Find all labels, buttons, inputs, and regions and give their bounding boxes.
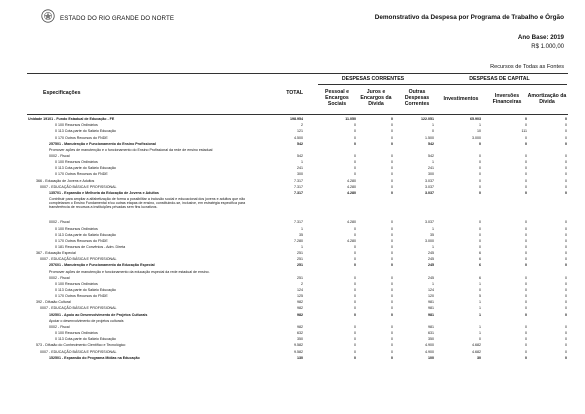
cell-investments: 0 (479, 232, 481, 237)
cell-personnel: 0 (354, 300, 356, 305)
cell-personnel: 4.280 (347, 190, 356, 195)
cell-other-current: 350 (428, 337, 434, 342)
cell-other-current: 981 (428, 300, 434, 305)
row-label: 0002 - Fiscal (49, 153, 70, 158)
row-label: 0 113 Cota-parte do Salário Educação (55, 232, 116, 237)
cell-personnel: 4.280 (347, 184, 356, 189)
cell-debt-amortization: 0 (565, 172, 567, 177)
cell-investments: 6 (479, 251, 481, 256)
cell-financial-inversions: 0 (525, 306, 527, 311)
cell-financial-inversions: 0 (525, 238, 527, 243)
cell-investments: 0 (479, 244, 481, 249)
cell-personnel: 0 (354, 172, 356, 177)
cell-interest: 0 (391, 275, 393, 280)
cell-total: 7.280 (294, 238, 303, 243)
cell-interest: 0 (391, 220, 393, 225)
cell-investments: 0 (479, 220, 481, 225)
cell-debt-amortization: 0 (565, 257, 567, 262)
cell-financial-inversions: 0 (525, 349, 527, 354)
cell-other-current: 241 (428, 166, 434, 171)
col-specifications: Especificações (43, 90, 81, 96)
cell-personnel: 0 (354, 306, 356, 311)
cell-financial-inversions: 0 (525, 141, 527, 146)
cell-total: 125 (297, 294, 303, 299)
cell-total: 198.954 (290, 117, 303, 121)
cell-investments: 4.682 (472, 349, 481, 354)
cell-financial-inversions: 0 (525, 294, 527, 299)
cell-debt-amortization: 0 (565, 288, 567, 292)
report-title: Demonstrativo da Despesa por Programa de Trabalho e Órgão (374, 14, 564, 21)
group-capital-expenses: DESPESAS DE CAPITAL (469, 76, 530, 82)
cell-financial-inversions: 0 (525, 324, 527, 329)
cell-investments: 0 (479, 226, 481, 231)
cell-interest: 0 (391, 312, 393, 317)
row-label: 573 - Difusão do Conhecimento Científico e Tecnológico (36, 343, 126, 348)
cell-interest: 0 (391, 160, 393, 165)
cell-total: 350 (297, 337, 303, 342)
cell-debt-amortization: 0 (565, 123, 567, 128)
base-year: Ano Base: 2019 (517, 34, 564, 41)
cell-personnel: 0 (354, 232, 356, 237)
cell-other-current: 124 (428, 288, 434, 292)
cell-financial-inversions: 0 (525, 275, 527, 280)
cell-other-current: 3.000 (425, 238, 434, 243)
row-label: 0 170 Outros Recursos do FNDE (55, 238, 108, 243)
cell-interest: 0 (391, 238, 393, 243)
cell-other-current: 3.037 (425, 190, 434, 195)
cell-financial-inversions: 0 (525, 355, 527, 360)
cell-financial-inversions: 0 (525, 288, 527, 292)
cell-total: 124 (297, 288, 303, 292)
cell-financial-inversions: 0 (525, 300, 527, 305)
row-label: 0 113 Cota-parte do Salário Educação (55, 288, 116, 292)
row-label: 135701 - Expansão e Melhoria da Educação de Jovens e Adultos (49, 190, 159, 195)
cell-financial-inversions: 0 (525, 172, 527, 177)
cell-total: 7.317 (294, 178, 303, 183)
cell-debt-amortization: 0 (565, 141, 567, 146)
cell-personnel: 0 (354, 257, 356, 262)
row-label: 0 100 Recursos Ordinários (55, 281, 98, 286)
cell-other-current: 122.051 (421, 117, 434, 121)
row-label: 0 170 Outros Recursos do FNDE (55, 172, 108, 177)
row-label: 0 100 Recursos Ordinários (55, 331, 98, 335)
cell-investments: 1 (479, 300, 481, 305)
cell-interest: 0 (391, 135, 393, 140)
cell-personnel: 0 (354, 166, 356, 171)
cell-investments: 0 (479, 160, 481, 165)
cell-other-current: 981 (428, 324, 434, 329)
row-description: Apoiar o desenvolvimento de projetos culturais (49, 318, 124, 323)
cell-investments: 0 (479, 184, 481, 189)
cell-investments: 1 (479, 324, 481, 329)
cell-other-current: 981 (428, 312, 434, 317)
cell-other-current: 100 (428, 355, 434, 360)
row-label: 0 113 Cota-parte do Salário Educação (55, 129, 116, 134)
cell-personnel: 4.280 (347, 220, 356, 225)
cell-other-current: 3.037 (425, 220, 434, 225)
cell-personnel: 0 (354, 160, 356, 165)
cell-total: 251 (297, 251, 303, 256)
cell-debt-amortization: 0 (565, 343, 567, 348)
cell-investments: 4.682 (472, 343, 481, 348)
cell-interest: 0 (391, 123, 393, 128)
cell-investments: 1 (479, 306, 481, 311)
cell-financial-inversions: 0 (525, 257, 527, 262)
col-other-current: Outras Despesas Correntes (404, 89, 430, 107)
row-label: 392 - Difusão Cultural (36, 300, 71, 305)
cell-personnel: 0 (354, 288, 356, 292)
cell-personnel: 0 (354, 135, 356, 140)
row-description: Promover ações de manutenção e o funcionamento do Ensino Profissional da rede de ensino estadual (49, 147, 213, 152)
cell-financial-inversions: 0 (525, 251, 527, 256)
cell-other-current: 3.037 (425, 184, 434, 189)
cell-investments: 6 (479, 275, 481, 280)
row-label: 0 170 Outros Recursos do FNDE (55, 135, 108, 140)
col-financial-inversions: Inversões Financeiras (492, 93, 522, 105)
cell-investments: 0 (479, 141, 481, 146)
cell-debt-amortization: 0 (565, 251, 567, 256)
cell-debt-amortization: 0 (565, 355, 567, 360)
cell-interest: 0 (391, 153, 393, 158)
cell-personnel: 0 (354, 123, 356, 128)
cell-investments: 30 (477, 355, 481, 360)
cell-interest: 0 (391, 324, 393, 329)
cell-debt-amortization: 0 (565, 312, 567, 317)
row-label: 0 100 Recursos Ordinários (55, 123, 98, 128)
row-label: 367 - Educação Especial (36, 251, 76, 256)
cell-debt-amortization: 0 (565, 349, 567, 354)
cell-personnel: 0 (354, 141, 356, 146)
cell-personnel: 0 (354, 129, 356, 134)
cell-financial-inversions: 0 (525, 153, 527, 158)
cell-total: 1 (301, 244, 303, 249)
cell-debt-amortization: 0 (565, 331, 567, 335)
cell-investments: 6 (479, 263, 481, 268)
cell-financial-inversions: 0 (525, 184, 527, 189)
cell-personnel: 0 (354, 324, 356, 329)
cell-total: 251 (297, 263, 303, 268)
cell-personnel: 4.280 (347, 178, 356, 183)
cell-total: 300 (297, 172, 303, 177)
row-label: 0 181 Recursos de Convênios - Adm. Direta (55, 244, 126, 249)
cell-investments: 6 (479, 257, 481, 262)
cell-total: 1 (301, 226, 303, 231)
cell-investments: 0 (479, 166, 481, 171)
cell-total: 1 (301, 160, 303, 165)
cell-interest: 0 (391, 141, 393, 146)
cell-investments: 0 (479, 337, 481, 342)
row-label: 0007 - EDUCAÇÃO BÁSICA E PROFISSIONAL (40, 257, 117, 262)
cell-other-current: 1 (432, 226, 434, 231)
cell-total: 632 (297, 331, 303, 335)
cell-debt-amortization: 0 (565, 275, 567, 280)
row-label: 0002 - Fiscal (49, 324, 70, 329)
cell-total: 130 (297, 355, 303, 360)
row-label: 0007 - EDUCAÇÃO BÁSICA E PROFISSIONAL (40, 306, 117, 311)
cell-investments: 0 (479, 178, 481, 183)
cell-investments: 1 (479, 331, 481, 335)
cell-investments: 10 (477, 129, 481, 134)
cell-other-current: 542 (428, 141, 434, 146)
cell-financial-inversions: 0 (525, 135, 527, 140)
cell-debt-amortization: 0 (565, 184, 567, 189)
cell-personnel: 0 (354, 153, 356, 158)
row-description: Contribuir para ampliar a alfabetização de forma a possibilitar a inclusão social e educacional dos jovens e adultos que não completaram o Ensino Fundamental e/ou outras etapas de ensino, constituindo-se, inclusive, em estratégia específica para transferência de recursos a instituições privadas sem fins lucrativos. (49, 197, 246, 210)
col-total: TOTAL (286, 90, 303, 96)
cell-total: 2 (301, 281, 303, 286)
cell-other-current: 1 (432, 244, 434, 249)
cell-personnel: 0 (354, 251, 356, 256)
resource-filter: Recursos de Todas as Fontes (490, 64, 564, 70)
row-label: 257601 - Manutenção e Funcionamento da Educação Especial (49, 263, 155, 268)
cell-financial-inversions: 0 (525, 166, 527, 171)
cell-personnel: 0 (354, 343, 356, 348)
cell-debt-amortization: 0 (565, 117, 567, 121)
cell-financial-inversions: 0 (525, 220, 527, 225)
row-label: Unidade 19101 - Fundo Estadual de Educação - FE (28, 117, 115, 121)
row-label: 0 100 Recursos Ordinários (55, 160, 98, 165)
cell-interest: 0 (391, 343, 393, 348)
cell-other-current: 1 (432, 160, 434, 165)
cell-personnel: 0 (354, 349, 356, 354)
cell-other-current: 631 (428, 331, 434, 335)
cell-investments: 5 (479, 294, 481, 299)
cell-interest: 0 (391, 251, 393, 256)
col-personnel: Pessoal e Encargos Sociais (325, 89, 349, 107)
cell-total: 251 (297, 275, 303, 280)
cell-total: 251 (297, 257, 303, 262)
cell-other-current: 1.500 (425, 135, 434, 140)
cell-total: 241 (297, 166, 303, 171)
cell-personnel: 0 (354, 244, 356, 249)
row-label: 152501 - Expansão do Programa Mídias na Educação (49, 355, 140, 360)
cell-total: 7.317 (294, 220, 303, 225)
cell-personnel: 0 (354, 337, 356, 342)
cell-financial-inversions: 0 (525, 263, 527, 268)
col-investments: Investimentos (443, 96, 479, 102)
cell-total: 982 (297, 306, 303, 311)
cell-financial-inversions: 0 (525, 232, 527, 237)
cell-interest: 0 (391, 232, 393, 237)
cell-debt-amortization: 0 (565, 281, 567, 286)
cell-financial-inversions: 0 (525, 123, 527, 128)
cell-financial-inversions: 0 (525, 331, 527, 335)
group-current-expenses: DESPESAS CORRENTES (341, 76, 405, 82)
cell-debt-amortization: 0 (565, 337, 567, 342)
cell-debt-amortization: 0 (565, 306, 567, 311)
cell-personnel: 0 (354, 312, 356, 317)
cell-personnel: 4.280 (347, 238, 356, 243)
row-label: 0 113 Cota-parte do Salário Educação (55, 337, 116, 342)
cell-personnel: 0 (354, 281, 356, 286)
cell-debt-amortization: 0 (565, 294, 567, 299)
cell-other-current: 542 (428, 153, 434, 158)
cell-interest: 0 (391, 306, 393, 311)
cell-debt-amortization: 0 (565, 190, 567, 195)
cell-investments: 3.000 (472, 135, 481, 140)
cell-other-current: 0 (432, 129, 434, 134)
row-label: 0002 - Fiscal (49, 275, 70, 280)
cell-interest: 0 (391, 166, 393, 171)
cell-other-current: 981 (428, 306, 434, 311)
cell-financial-inversions: 0 (525, 117, 527, 121)
row-label: 0002 - Fiscal (49, 220, 70, 225)
cell-interest: 0 (391, 288, 393, 292)
cell-personnel: 11.050 (345, 117, 356, 121)
cell-other-current: 4.900 (425, 349, 434, 354)
cell-interest: 0 (391, 337, 393, 342)
cell-investments: 0 (479, 153, 481, 158)
cell-debt-amortization: 0 (565, 153, 567, 158)
cell-debt-amortization: 0 (565, 178, 567, 183)
cell-total: 982 (297, 324, 303, 329)
cell-debt-amortization: 0 (565, 244, 567, 249)
cell-financial-inversions: 0 (525, 343, 527, 348)
cell-other-current: 4.900 (425, 343, 434, 348)
cell-interest: 0 (391, 281, 393, 286)
cell-interest: 0 (391, 355, 393, 360)
cell-interest: 0 (391, 263, 393, 268)
cell-total: 35 (299, 232, 303, 237)
cell-other-current: 245 (428, 257, 434, 262)
cell-financial-inversions: 0 (525, 281, 527, 286)
cell-debt-amortization: 0 (565, 166, 567, 171)
cell-interest: 0 (391, 172, 393, 177)
cell-total: 982 (297, 300, 303, 305)
cell-total: 542 (297, 141, 303, 146)
currency-unit: R$ 1.000,00 (531, 44, 564, 50)
row-label: 366 - Educação de Jovens e Adultos (36, 178, 95, 183)
col-debt-amortization: Amortização da Dívida (527, 93, 567, 105)
cell-interest: 0 (391, 117, 393, 121)
cell-investments: 1 (479, 312, 481, 317)
cell-other-current: 300 (428, 172, 434, 177)
cell-financial-inversions: 0 (525, 312, 527, 317)
cell-investments: 0 (479, 238, 481, 243)
row-label: 257501 - Manutenção e Funcionamento do Ensino Profissional (49, 141, 156, 146)
cell-interest: 0 (391, 244, 393, 249)
row-description: Promover ações de manutenção e funcionamento da educação especial da rede estadual de ensino. (49, 269, 210, 274)
cell-financial-inversions: 0 (525, 226, 527, 231)
cell-debt-amortization: 0 (565, 135, 567, 140)
cell-personnel: 0 (354, 331, 356, 335)
cell-total: 9.582 (294, 349, 303, 354)
cell-other-current: 1 (432, 123, 434, 128)
cell-debt-amortization: 0 (565, 160, 567, 165)
cell-financial-inversions: 0 (525, 337, 527, 342)
cell-interest: 0 (391, 178, 393, 183)
cell-investments: 0 (479, 172, 481, 177)
cell-personnel: 0 (354, 294, 356, 299)
cell-total: 7.317 (294, 190, 303, 195)
cell-other-current: 3.037 (425, 178, 434, 183)
cell-investments: 65.903 (470, 117, 481, 121)
cell-investments: 0 (479, 288, 481, 292)
cell-interest: 0 (391, 331, 393, 335)
cell-financial-inversions: 0 (525, 190, 527, 195)
cell-debt-amortization: 0 (565, 300, 567, 305)
cell-personnel: 0 (354, 275, 356, 280)
cell-interest: 0 (391, 129, 393, 134)
cell-debt-amortization: 0 (565, 129, 567, 134)
cell-other-current: 245 (428, 275, 434, 280)
cell-investments: 1 (479, 281, 481, 286)
cell-other-current: 245 (428, 251, 434, 256)
state-name: ESTADO DO RIO GRANDE DO NORTE (60, 15, 175, 22)
cell-debt-amortization: 0 (565, 263, 567, 268)
cell-interest: 0 (391, 300, 393, 305)
cell-personnel: 0 (354, 355, 356, 360)
cell-total: 7.317 (294, 184, 303, 189)
row-label: 0 113 Cota-parte do Salário Educação (55, 166, 116, 171)
cell-debt-amortization: 0 (565, 232, 567, 237)
cell-debt-amortization: 0 (565, 226, 567, 231)
cell-total: 9.582 (294, 343, 303, 348)
cell-other-current: 35 (430, 232, 434, 237)
cell-debt-amortization: 0 (565, 324, 567, 329)
cell-investments: 0 (479, 190, 481, 195)
cell-financial-inversions: 0 (525, 244, 527, 249)
cell-other-current: 1 (432, 281, 434, 286)
cell-interest: 0 (391, 226, 393, 231)
cell-financial-inversions: 111 (521, 129, 527, 134)
row-label: 0 100 Recursos Ordinários (55, 226, 98, 231)
cell-personnel: 0 (354, 263, 356, 268)
cell-total: 121 (297, 129, 303, 134)
cell-total: 2 (301, 123, 303, 128)
cell-total: 4.500 (294, 135, 303, 140)
row-label: 0 170 Outros Recursos do FNDE (55, 294, 108, 299)
cell-total: 982 (297, 312, 303, 317)
cell-financial-inversions: 0 (525, 160, 527, 165)
cell-other-current: 120 (428, 294, 434, 299)
row-label: 0007 - EDUCAÇÃO BÁSICA E PROFISSIONAL (40, 349, 117, 354)
cell-interest: 0 (391, 257, 393, 262)
row-label: 192501 - Apoio ao Desenvolvimento de Projetos Culturais (49, 312, 148, 317)
col-interest: Juros e Encargos da Dívida (360, 89, 392, 107)
cell-investments: 1 (479, 123, 481, 128)
row-label: 0007 - EDUCAÇÃO BÁSICA E PROFISSIONAL (40, 184, 117, 189)
cell-total: 542 (297, 153, 303, 158)
cell-interest: 0 (391, 184, 393, 189)
cell-debt-amortization: 0 (565, 238, 567, 243)
cell-interest: 0 (391, 190, 393, 195)
cell-financial-inversions: 0 (525, 178, 527, 183)
cell-interest: 0 (391, 294, 393, 299)
cell-other-current: 245 (428, 263, 434, 268)
cell-personnel: 0 (354, 226, 356, 231)
cell-debt-amortization: 0 (565, 220, 567, 225)
cell-interest: 0 (391, 349, 393, 354)
